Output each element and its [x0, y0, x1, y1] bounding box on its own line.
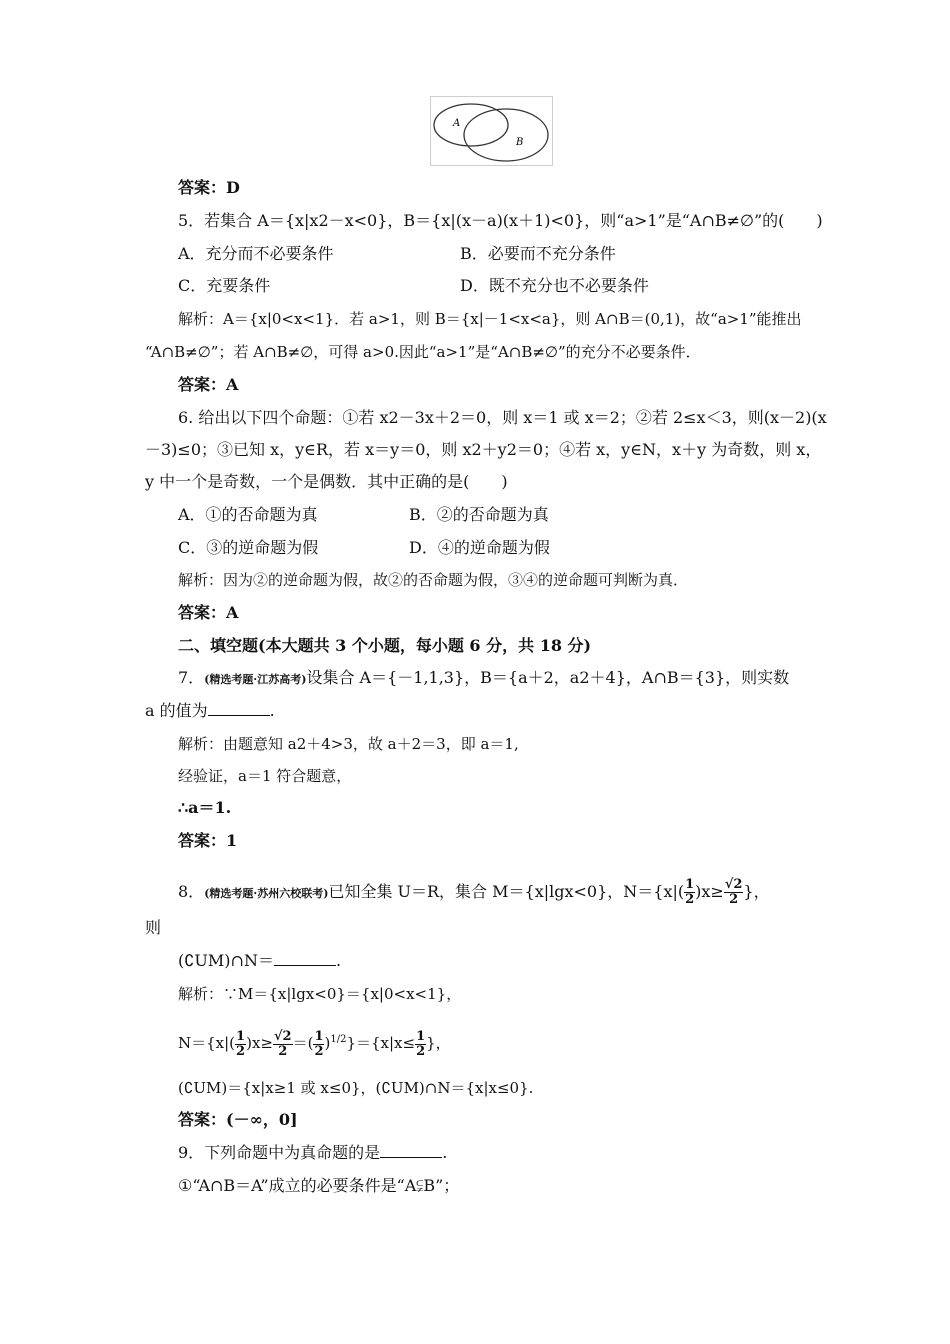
- venn-diagram: [430, 96, 553, 166]
- answer-7: 答案：1: [178, 831, 238, 850]
- question-8-line1: [178, 878, 770, 907]
- q8-text-b: )x≥: [695, 882, 724, 901]
- venn-svg: [431, 97, 552, 165]
- q6-option-c: C．③的逆命题为假: [178, 538, 319, 557]
- q7-text-2: a 的值为: [145, 701, 208, 720]
- q7-solution-1: 解析：由题意知 a2＋4>3，故 a＋2＝3，即 a＝1,: [178, 735, 519, 753]
- fraction-half: $\frac{1}{2}$: [685, 877, 695, 907]
- q6-option-b: B．②的否命题为真: [409, 505, 549, 524]
- question-5: 5．若集合 A＝{x|x2－x<0}，B＝{x|(x－a)(x＋1)<0}，则“a>1”是“A∩B≠∅”的( ): [178, 211, 823, 230]
- q8-source-tag: (精选考题·苏州六校联考): [204, 887, 329, 900]
- question-6-line1: 6. 给出以下四个命题：①若 x2－3x＋2＝0，则 x＝1 或 x＝2；②若 2≤x＜3，则(x－2)(x: [178, 408, 827, 427]
- q5-solution-line1: 解析：A＝{x|0<x<1}．若 a>1，则 B＝{x|－1<x<a}，则 A∩B＝(0,1)，故“a>1”能推出: [178, 310, 802, 328]
- q8-answer-blank: [274, 951, 336, 966]
- answer-5: 答案：A: [178, 375, 239, 394]
- fraction-half-2: $\frac{1}{2}$: [236, 1028, 246, 1059]
- q5-option-c: C．充要条件: [178, 276, 271, 295]
- set-b-circle: [464, 109, 548, 161]
- question-6-line3: y 中一个是奇数，一个是偶数．其中正确的是( ): [145, 472, 508, 491]
- set-a-circle: [434, 104, 508, 146]
- q9-statement-1: ①“A∩B＝A”成立的必要条件是“A⫋B”；: [178, 1176, 460, 1195]
- exponent-half: 1/2: [330, 1034, 347, 1045]
- q6-option-a: A．①的否命题为真: [178, 505, 318, 524]
- q9-answer-blank: [380, 1143, 442, 1158]
- q5-solution-line2: “A∩B≠∅”；若 A∩B≠∅，可得 a>0.因此“a>1”是“A∩B≠∅”的充分不必要条件．: [145, 343, 701, 361]
- section-heading-fill-in: 二、填空题(本大题共 3 个小题，每小题 6 分，共 18 分): [178, 636, 592, 655]
- q6-solution: 解析：因为②的逆命题为假，故②的否命题为假，③④的逆命题可判断为真．: [178, 571, 689, 589]
- q7-answer-blank: [208, 701, 270, 716]
- fraction-half-4: $\frac{1}{2}$: [416, 1028, 426, 1059]
- q7-text: 设集合 A＝{－1,1,3}，B＝{a＋2，a2＋4}，A∩B＝{3}，则实数: [306, 668, 790, 687]
- fraction-root2-over-2: $\frac{√2}{2}$: [724, 877, 743, 907]
- question-6-line2: －3)≤0；③已知 x，y∈R，若 x＝y＝0，则 x2＋y2＝0；④若 x，y∈N，x＋y 为奇数，则 x，: [145, 440, 822, 459]
- question-8-line2: 则: [145, 918, 162, 937]
- fraction-root2-over-2-b: $\frac{√2}{2}$: [273, 1028, 292, 1059]
- q8-solution-2: N＝{x|( $\frac{1}{2}$ )x≥ $\frac{√2}{2}$ ＝( $\frac{1}{2}$ )$^{1/2}$}＝{x|x≤ $\frac{1}{2}$ }，: [178, 1028, 451, 1059]
- q8-text-c: }，: [743, 882, 770, 901]
- question-7-line1: 7．(精选考题·江苏高考)设集合 A＝{－1,1,3}，B＝{a＋2，a2＋4}，A∩B＝{3}，则实数: [178, 668, 790, 687]
- q5-option-d: D．既不充分也不必要条件: [460, 276, 649, 295]
- question-8-line3: (∁UM)∩N＝ .: [178, 951, 342, 970]
- answer-8: 答案：(－∞，0]: [178, 1110, 298, 1129]
- q6-option-d: D．④的逆命题为假: [409, 538, 550, 557]
- q5-option-b: B．必要而不充分条件: [460, 244, 616, 263]
- q5-option-a: A．充分而不必要条件: [178, 244, 334, 263]
- q9-text: 9．下列命题中为真命题的是: [178, 1143, 381, 1162]
- q8-text-3: (∁UM)∩N＝: [178, 951, 274, 970]
- q7-source-tag: (精选考题·江苏高考): [204, 673, 307, 686]
- answer-6: 答案：A: [178, 603, 239, 622]
- q8-solution-1: 解析：∵M＝{x|lgx<0}＝{x|0<x<1}，: [178, 985, 462, 1003]
- q7-solution-2: 经验证，a＝1 符合题意，: [178, 767, 352, 785]
- q8-solution-3: (∁UM)＝{x|x≥1 或 x≤0}，(∁UM)∩N＝{x|x≤0}.: [178, 1079, 534, 1097]
- answer-4: 答案：D: [178, 178, 240, 197]
- fraction-half-3: $\frac{1}{2}$: [314, 1028, 324, 1059]
- q8-text-a: 已知全集 U＝R，集合 M＝{x|lgx<0}，N＝{x|(: [328, 882, 685, 901]
- set-a-label: A: [453, 118, 461, 129]
- q8-number: 8．: [178, 882, 205, 901]
- question-7-line2: a 的值为 .: [145, 701, 275, 720]
- set-b-label: B: [516, 137, 524, 148]
- question-9: 9．下列命题中为真命题的是 .: [178, 1143, 448, 1162]
- q7-solution-3: ∴a＝1.: [178, 798, 232, 817]
